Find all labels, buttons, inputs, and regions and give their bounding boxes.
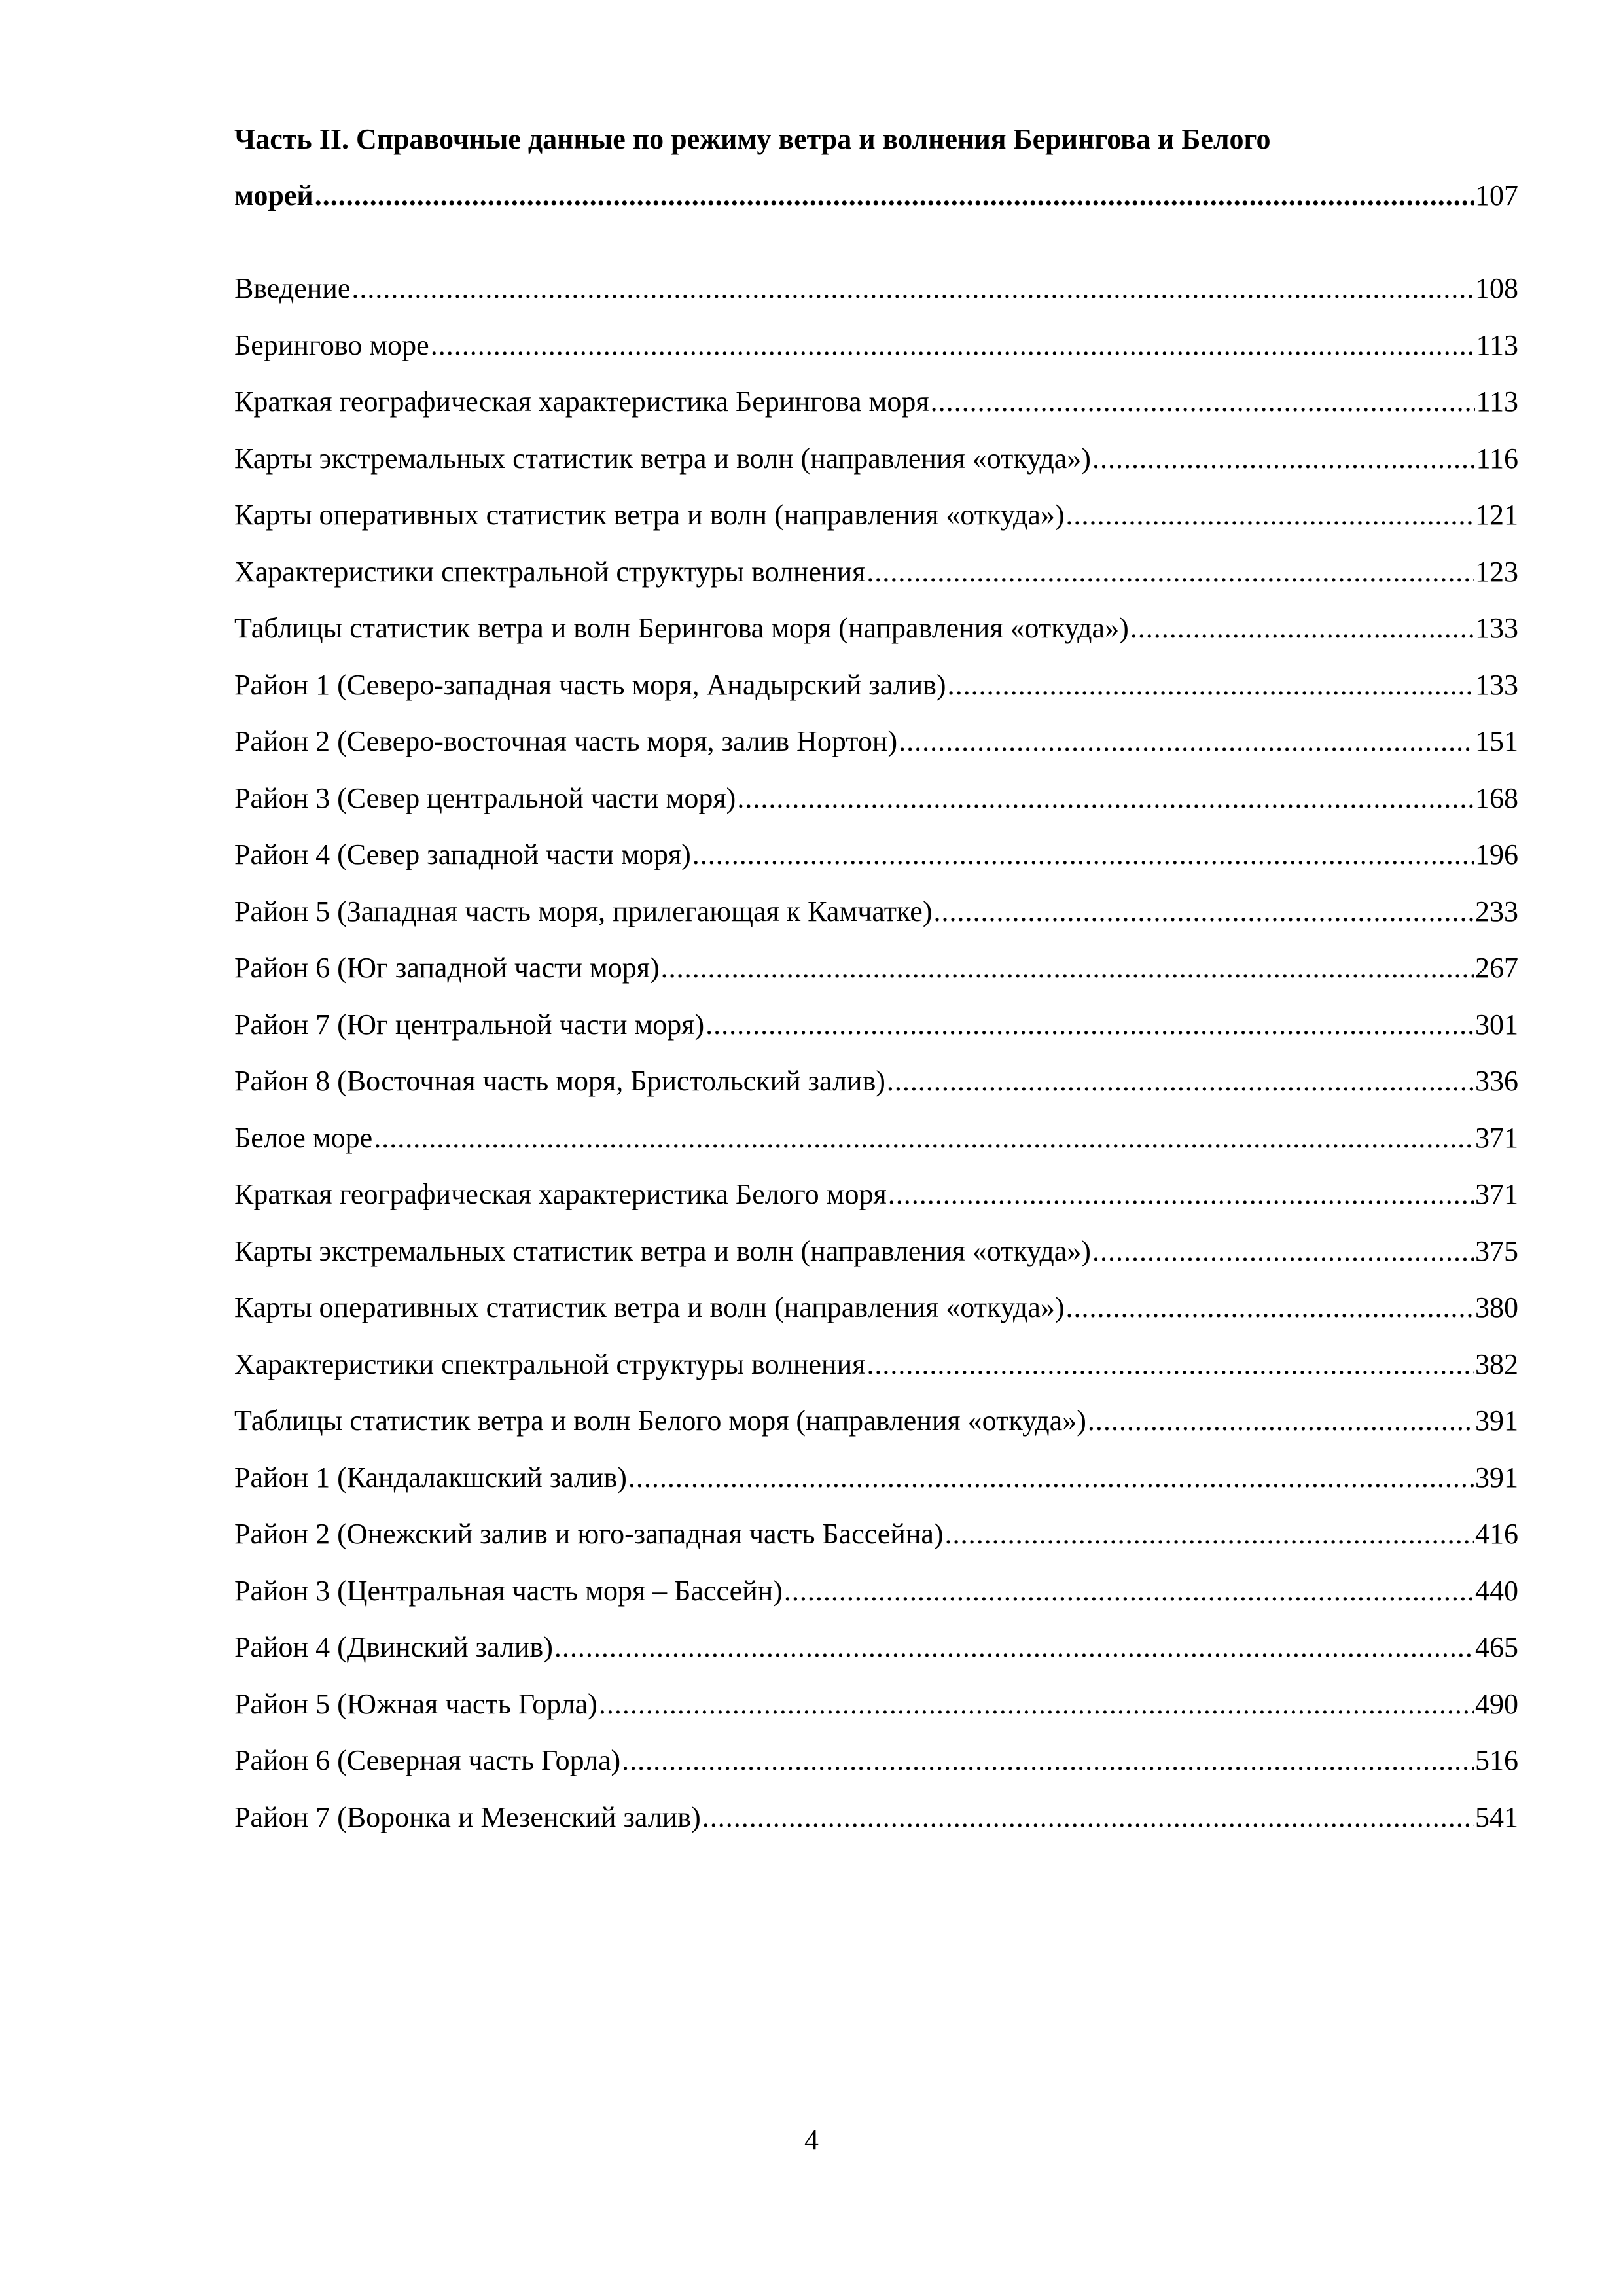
toc-entry-title: Район 4 (Двинский залив) <box>234 1631 553 1663</box>
dot-leader <box>351 260 1474 317</box>
toc-entry-title: Район 8 (Восточная часть моря, Бристольский залив) <box>234 1065 885 1097</box>
toc-entry-page: 133 <box>1475 668 1518 701</box>
part-title-line2: морей <box>234 179 313 211</box>
toc-entry-page: 375 <box>1475 1234 1518 1267</box>
toc-entry-title: Краткая географическая характеристика Белого моря <box>234 1178 887 1210</box>
toc-entry <box>234 260 1518 317</box>
dot-leader <box>784 1563 1474 1620</box>
toc-entry-page: 116 <box>1476 442 1518 475</box>
toc-entry <box>234 997 1518 1054</box>
toc-entry <box>234 1110 1518 1167</box>
table-of-contents <box>234 111 1518 1846</box>
toc-entry <box>234 487 1518 544</box>
toc-entries <box>234 260 1518 1846</box>
toc-entry-title: Белое море <box>234 1121 373 1154</box>
toc-entry <box>234 544 1518 601</box>
toc-entry-title: Введение <box>234 272 351 304</box>
dot-leader <box>692 827 1474 884</box>
toc-entry <box>234 317 1518 374</box>
part-title-continuation <box>234 168 1518 224</box>
toc-entry <box>234 1166 1518 1223</box>
toc-entry <box>234 431 1518 488</box>
toc-entry <box>234 1619 1518 1676</box>
toc-entry-page: 123 <box>1475 555 1518 588</box>
toc-entry-page: 233 <box>1475 895 1518 927</box>
toc-entry-title: Характеристики спектральной структуры волнения <box>234 1348 866 1380</box>
toc-entry-title: Район 1 (Кандалакшский залив) <box>234 1461 627 1494</box>
toc-entry <box>234 713 1518 770</box>
toc-entry <box>234 827 1518 884</box>
toc-entry-title: Район 5 (Южная часть Горла) <box>234 1687 597 1720</box>
dot-leader <box>887 1053 1474 1110</box>
toc-entry <box>234 1393 1518 1450</box>
dot-leader <box>933 884 1474 941</box>
dot-leader <box>899 713 1474 770</box>
toc-entry-page: 440 <box>1475 1574 1518 1607</box>
dot-leader <box>931 374 1475 431</box>
toc-entry-page: 541 <box>1475 1801 1518 1833</box>
toc-entry <box>234 1223 1518 1280</box>
dot-leader <box>737 770 1474 827</box>
toc-entry <box>234 657 1518 714</box>
toc-entry <box>234 884 1518 941</box>
toc-entry-title: Таблицы статистик ветра и волн Белого моря (направления «откуда») <box>234 1405 1086 1437</box>
dot-leader <box>1130 600 1474 657</box>
toc-entry-title: Карты экстремальных статистик ветра и волн (направления «откуда») <box>234 442 1091 475</box>
toc-entry-page: 301 <box>1475 1008 1518 1041</box>
toc-entry-page: 371 <box>1475 1178 1518 1210</box>
toc-entry-page: 121 <box>1475 499 1518 531</box>
toc-entry <box>234 1053 1518 1110</box>
toc-entry-title: Карты экстремальных статистик ветра и волн (направления «откуда») <box>234 1234 1091 1267</box>
toc-entry-page: 516 <box>1475 1744 1518 1776</box>
part-page-number: 107 <box>1475 179 1518 211</box>
toc-entry-title: Карты оперативных статистик ветра и волн (направления «откуда») <box>234 499 1065 531</box>
toc-entry-title: Краткая географическая характеристика Берингова моря <box>234 386 929 418</box>
toc-entry-title: Район 2 (Онежский залив и юго-западная часть Бассейна) <box>234 1518 944 1550</box>
page-number: 4 <box>804 2124 819 2156</box>
dot-leader <box>1066 1280 1474 1336</box>
toc-entry-title: Район 2 (Северо-восточная часть моря, залив Нортон) <box>234 725 898 757</box>
dot-leader <box>888 1166 1474 1223</box>
dot-leader <box>1088 1393 1474 1450</box>
dot-leader <box>661 940 1474 997</box>
toc-entry <box>234 600 1518 657</box>
toc-entry-page: 267 <box>1475 952 1518 984</box>
toc-entry-title: Район 4 (Север западной части моря) <box>234 838 691 870</box>
toc-entry <box>234 374 1518 431</box>
toc-entry-title: Район 3 (Центральная часть моря – Бассейн) <box>234 1574 783 1607</box>
toc-entry-page: 371 <box>1475 1121 1518 1154</box>
toc-entry-page: 490 <box>1475 1687 1518 1720</box>
dot-leader <box>374 1110 1474 1167</box>
dot-leader <box>622 1732 1474 1789</box>
toc-entry-title: Район 6 (Северная часть Горла) <box>234 1744 621 1776</box>
dot-leader <box>705 997 1474 1054</box>
toc-entry-page: 108 <box>1475 272 1518 304</box>
dot-leader <box>1092 1223 1474 1280</box>
toc-entry-page: 113 <box>1476 386 1518 418</box>
toc-entry <box>234 1563 1518 1620</box>
toc-entry <box>234 770 1518 827</box>
dot-leader <box>1092 431 1475 488</box>
toc-entry-title: Характеристики спектральной структуры волнения <box>234 555 866 588</box>
toc-entry-title: Район 1 (Северо-западная часть моря, Анадырский залив) <box>234 668 946 701</box>
toc-entry <box>234 1450 1518 1507</box>
toc-entry-page: 113 <box>1476 329 1518 361</box>
toc-entry <box>234 1336 1518 1393</box>
toc-entry-page: 391 <box>1475 1461 1518 1494</box>
dot-leader <box>866 1336 1474 1393</box>
dot-leader <box>948 657 1474 714</box>
toc-entry-title: Район 3 (Север центральной части моря) <box>234 781 736 814</box>
toc-entry <box>234 1280 1518 1336</box>
toc-entry-page: 382 <box>1475 1348 1518 1380</box>
dot-leader <box>628 1450 1474 1507</box>
dot-leader <box>1066 487 1474 544</box>
dot-leader <box>431 317 1475 374</box>
toc-entry <box>234 1506 1518 1563</box>
toc-entry-page: 133 <box>1475 612 1518 644</box>
dot-leader <box>866 544 1474 601</box>
toc-entry <box>234 1732 1518 1789</box>
toc-entry-title: Район 5 (Западная часть моря, прилегающая к Камчатке) <box>234 895 933 927</box>
dot-leader <box>315 168 1474 224</box>
toc-entry-page: 168 <box>1475 781 1518 814</box>
dot-leader <box>945 1506 1474 1563</box>
toc-entry-page: 380 <box>1475 1291 1518 1323</box>
toc-entry-title: Карты оперативных статистик ветра и волн (направления «откуда») <box>234 1291 1065 1323</box>
dot-leader <box>702 1789 1474 1846</box>
toc-entry-title: Берингово море <box>234 329 429 361</box>
toc-entry-page: 151 <box>1475 725 1518 757</box>
toc-entry-page: 416 <box>1475 1518 1518 1550</box>
toc-entry-title: Район 7 (Воронка и Мезенский залив) <box>234 1801 701 1833</box>
dot-leader <box>599 1676 1474 1733</box>
toc-entry-title: Таблицы статистик ветра и волн Берингова моря (направления «откуда») <box>234 612 1129 644</box>
toc-entry-page: 196 <box>1475 838 1518 870</box>
toc-entry-page: 336 <box>1475 1065 1518 1097</box>
toc-entry-title: Район 7 (Юг центральной части моря) <box>234 1008 705 1041</box>
toc-entry <box>234 1789 1518 1846</box>
toc-entry <box>234 940 1518 997</box>
toc-entry-page: 391 <box>1475 1405 1518 1437</box>
toc-entry-title: Район 6 (Юг западной части моря) <box>234 952 660 984</box>
toc-entry-page: 465 <box>1475 1631 1518 1663</box>
part-title: Часть II. Справочные данные по режиму ветра и волнения Берингова и Белого <box>234 123 1271 155</box>
toc-entry <box>234 1676 1518 1733</box>
dot-leader <box>554 1619 1474 1676</box>
